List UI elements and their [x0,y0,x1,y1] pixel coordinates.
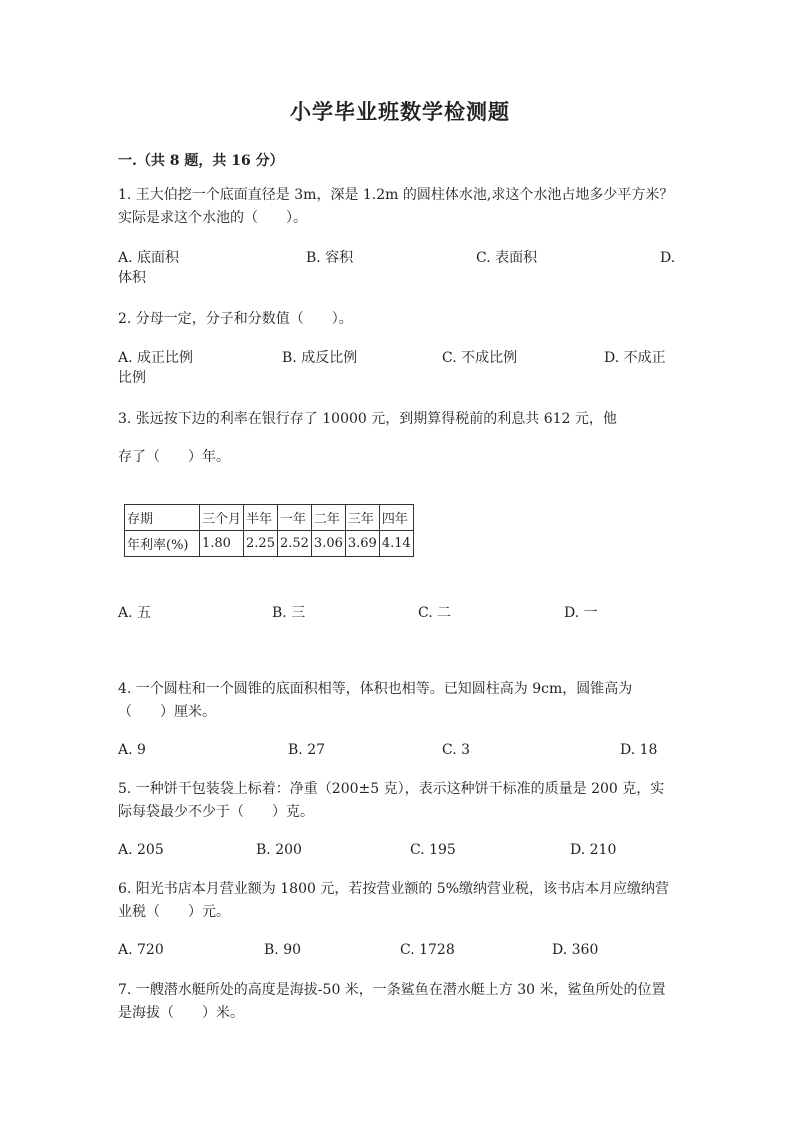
option-c[interactable]: C. 3 [442,742,471,758]
option-d[interactable]: D. 210 [570,842,617,858]
option-b[interactable]: B. 200 [256,842,302,858]
table-cell: 2.52 [277,531,311,557]
option-a[interactable]: A. 五 [118,605,152,621]
option-a[interactable]: A. 成正比例 [118,350,194,366]
table-cell: 四年 [379,505,413,531]
question-4-stem: 4. 一个圆柱和一个圆锥的底面积相等，体积也相等。已知圆柱高为 9cm，圆锥高为（ ）厘米。 [118,681,633,720]
option-b[interactable]: B. 27 [288,742,326,758]
table-cell: 半年 [244,505,278,531]
question-2-stem: 2. 分母一定，分子和分数值（ ）。 [118,311,353,327]
option-c[interactable]: C. 二 [418,605,452,621]
question-5-stem: 5. 一种饼干包装袋上标着：净重（200±5 克），表示这种饼干标准的质量是 200 克，实际每袋最少不少于（ ）克。 [118,781,665,820]
page-title: 小学毕业班数学检测题 [290,99,510,124]
table-cell: 2.25 [244,531,278,557]
table-cell: 3.06 [311,531,345,557]
option-d[interactable]: D. 18 [620,742,658,758]
option-d-wrap: 体积 [118,270,146,286]
option-d[interactable]: D. 不成正 [604,350,666,366]
question-6-stem: 6. 阳光书店本月营业额为 1800 元，若按营业额的 5%缴纳营业税，该书店本月应缴纳营业税（ ）元。 [118,881,669,920]
table-cell: 三年 [345,505,379,531]
option-a[interactable]: A. 底面积 [118,250,180,266]
table-row [125,505,414,531]
interest-rate-table [124,504,414,557]
table-cell: 1.80 [200,531,244,557]
question-3-stem-line2: 存了（ ）年。 [118,449,230,465]
option-a[interactable]: A. 9 [118,742,146,758]
option-c[interactable]: C. 1728 [400,942,455,958]
option-b[interactable]: B. 90 [264,942,302,958]
question-1-stem: 1. 王大伯挖一个底面直径是 3m，深是 1.2m 的圆柱体水池,求这个水池占地多少平方米？实际是求这个水池的（ ）。 [118,187,674,226]
question-7-stem: 7. 一艘潜水艇所处的高度是海拔-50 米，一条鲨鱼在潜水艇上方 30 米，鲨鱼所处的位置是海拔（ ）米。 [118,982,666,1021]
table-cell: 3.69 [345,531,379,557]
table-cell: 三个月 [200,505,244,531]
table-cell: 二年 [311,505,345,531]
table-row [125,531,414,557]
table-cell: 年利率(%) [125,531,200,557]
option-a[interactable]: A. 205 [118,842,164,858]
option-d-wrap: 比例 [118,370,146,386]
question-3-stem-line1: 3. 张远按下边的利率在银行存了 10000 元，到期算得税前的利息共 612 元，他 [118,411,617,427]
table-cell: 4.14 [379,531,413,557]
option-d[interactable]: D. 一 [564,605,598,621]
table-cell: 一年 [277,505,311,531]
option-c[interactable]: C. 不成比例 [442,350,518,366]
section-heading: 一.（共 8 题，共 16 分） [118,153,284,169]
option-b[interactable]: B. 容积 [306,250,354,266]
option-b[interactable]: B. 成反比例 [282,350,358,366]
option-c[interactable]: C. 195 [410,842,456,858]
table-cell: 存期 [125,505,200,531]
option-c[interactable]: C. 表面积 [476,250,538,266]
option-a[interactable]: A. 720 [118,942,164,958]
option-d[interactable]: D. [660,250,676,266]
option-d[interactable]: D. 360 [552,942,599,958]
option-b[interactable]: B. 三 [272,605,306,621]
